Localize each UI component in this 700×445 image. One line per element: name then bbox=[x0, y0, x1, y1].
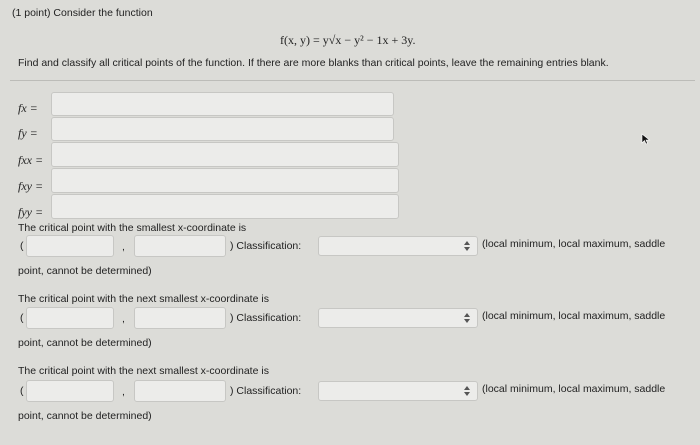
critical-point-3-open-paren: ( bbox=[20, 385, 24, 397]
fxy-input[interactable] bbox=[51, 168, 399, 193]
critical-point-3-options-hint: (local minimum, local maximum, saddle bbox=[482, 383, 666, 395]
fx-input[interactable] bbox=[51, 92, 394, 116]
critical-point-2-options-hint: (local minimum, local maximum, saddle bbox=[482, 310, 666, 322]
fy-input[interactable] bbox=[51, 117, 394, 141]
fxx-label: fxx = bbox=[18, 153, 44, 167]
critical-point-3-tail: point, cannot be determined) bbox=[18, 410, 152, 422]
critical-point-2-y-input[interactable] bbox=[134, 307, 226, 329]
critical-point-3-prompt: The critical point with the next smallest x-coordinate is bbox=[18, 365, 269, 377]
critical-point-1-prompt: The critical point with the smallest x-coordinate is bbox=[18, 222, 247, 234]
critical-point-2-tail: point, cannot be determined) bbox=[18, 337, 152, 349]
critical-point-2-classification-select[interactable] bbox=[318, 308, 478, 328]
points-label: (1 point) Consider the function bbox=[12, 7, 153, 19]
critical-point-2-open-paren: ( bbox=[20, 312, 24, 324]
fxx-input[interactable] bbox=[51, 142, 399, 167]
critical-point-3-classification-select[interactable] bbox=[318, 381, 478, 401]
critical-point-1-y-input[interactable] bbox=[134, 235, 226, 257]
function-formula bbox=[280, 33, 415, 48]
critical-point-2-comma: , bbox=[122, 313, 125, 325]
critical-point-1-open-paren: ( bbox=[20, 240, 24, 252]
up-down-arrows-icon bbox=[463, 239, 471, 253]
instructions-text: Find and classify all critical points of the function. If there are more blanks than critical points, leave the remaining entries blank. bbox=[18, 57, 609, 69]
fx-label: fx = bbox=[18, 101, 38, 115]
critical-point-3-y-input[interactable] bbox=[134, 380, 226, 402]
critical-point-1-classification-label: ) Classification: bbox=[230, 240, 302, 252]
critical-point-3-x-input[interactable] bbox=[26, 380, 114, 402]
critical-point-1-tail: point, cannot be determined) bbox=[18, 265, 152, 277]
critical-point-1-classification-select[interactable] bbox=[318, 236, 478, 256]
critical-point-3-comma: , bbox=[122, 386, 125, 398]
up-down-arrows-icon bbox=[463, 384, 471, 398]
divider bbox=[10, 80, 695, 81]
critical-point-2-prompt: The critical point with the next smallest x-coordinate is bbox=[18, 293, 269, 305]
formula-text: f(x, y) = y√x − y² − 1x + 3y. bbox=[280, 33, 416, 47]
fy-label: fy = bbox=[18, 126, 38, 140]
critical-point-1-comma: , bbox=[122, 241, 125, 253]
fxy-label: fxy = bbox=[18, 179, 44, 193]
critical-point-2-x-input[interactable] bbox=[26, 307, 114, 329]
fyy-input[interactable] bbox=[51, 194, 399, 219]
mouse-pointer-icon bbox=[641, 133, 651, 145]
critical-point-1-options-hint: (local minimum, local maximum, saddle bbox=[482, 238, 666, 250]
critical-point-3-classification-label: ) Classification: bbox=[230, 385, 302, 397]
fyy-label: fyy = bbox=[18, 205, 44, 219]
critical-point-2-classification-label: ) Classification: bbox=[230, 312, 302, 324]
critical-point-1-x-input[interactable] bbox=[26, 235, 114, 257]
up-down-arrows-icon bbox=[463, 311, 471, 325]
